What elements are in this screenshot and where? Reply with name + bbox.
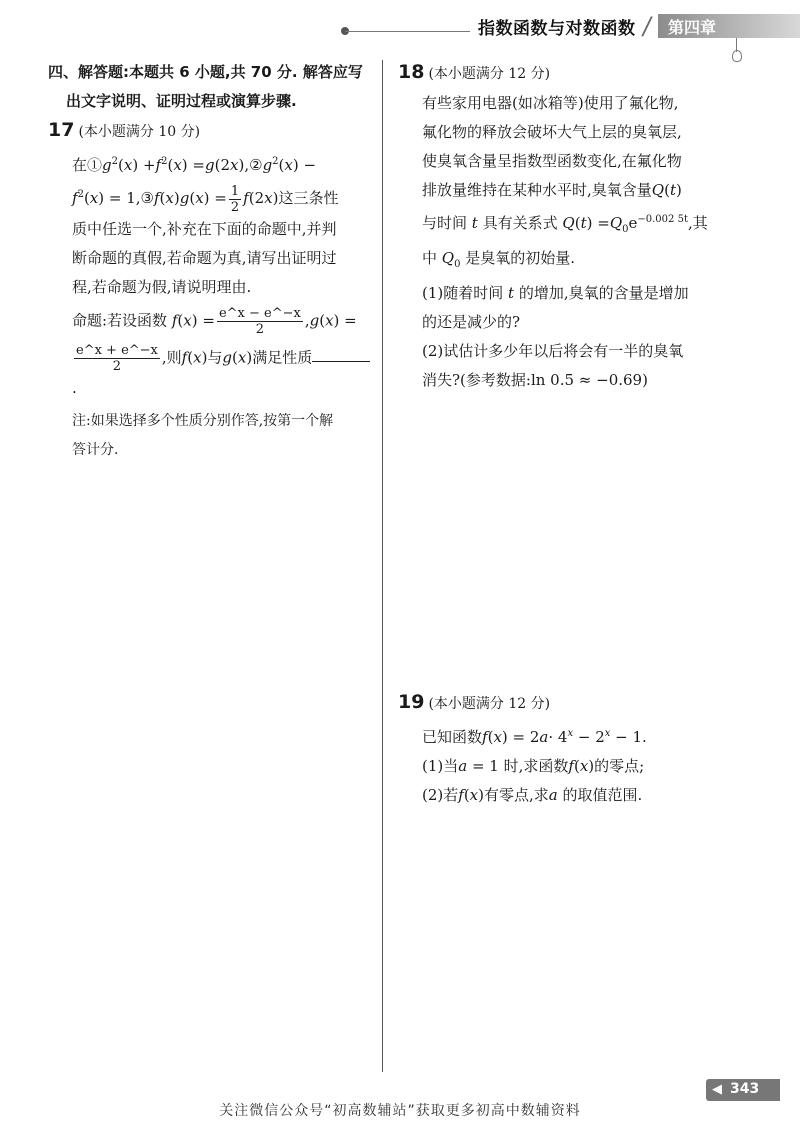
q17-line1: 在$①g^2(x) +f^2(x)$ $=g(2x),②g^2(x)$ − (72, 156, 317, 174)
question-score: (本小题满分 12 分) (428, 696, 551, 712)
question-17 (48, 116, 373, 465)
q18-line5: 与时间 t 具有关系式 $Q(t) =Q_0e^{-0.002 5t}$,其 (422, 214, 708, 235)
question-number: 18 (398, 61, 425, 83)
section-title-line1: 四、解答题:本题共 6 小题,共 70 分. 解答应写 (48, 63, 363, 81)
section-title (48, 58, 373, 116)
question-18 (398, 58, 743, 395)
question-number: 17 (48, 119, 75, 141)
column-divider (382, 60, 383, 1072)
page-number-tab (706, 1079, 780, 1101)
q19-part1: (1)当a = 1 时,求函数f(x)的零点; (422, 757, 645, 775)
page-header (0, 12, 800, 44)
q18-part1-cont: 的还是减少的? (422, 313, 521, 331)
q18-line1: 有些家用电器(如冰箱等)使用了氟化物, (422, 94, 679, 112)
question-19 (398, 688, 743, 810)
q18-line4: 排放量维持在某种水平时,臭氧含量Q(t) (422, 181, 682, 199)
q18-line2: 氟化物的释放会破坏大气上层的臭氧层, (422, 123, 682, 141)
q18-part1: (1)随着时间 t 的增加,臭氧的含量是增加 (422, 284, 689, 302)
footer-text: 关注微信公众号“初高数辅站”获取更多初高中数辅资料 (219, 1103, 581, 1119)
left-column (48, 58, 373, 465)
header-title: 指数函数与对数函数 (478, 19, 636, 39)
q17-line2: $f^2(x)$ = 1,③f(x)g(x) = $\frac{1}{2}$ f(2x)这三条性 (72, 183, 339, 215)
fraction-half: $\frac{1}{2}$ (230, 183, 240, 215)
chapter-tab (658, 14, 800, 38)
right-column (398, 58, 743, 804)
question-number: 19 (398, 691, 425, 713)
q18-part2-cont: 消失?(参考数据:ln 0.5 ≈ −0.69) (422, 371, 648, 389)
header-rule (345, 31, 470, 32)
q17-note-line2: 答计分. (72, 441, 119, 458)
q17-proposition-line1: 命题:若设函数 f(x) = $\frac{e\^{}x - e\^{}-x}{2}$ ,g(x) = (72, 305, 357, 337)
fraction-cosh: $\frac{e\^{}x + e\^{}-x}{2}$ (76, 342, 158, 374)
question-score: (本小题满分 12 分) (428, 66, 551, 82)
q19-part2: (2)若f(x)有零点,求a 的取值范围. (422, 786, 643, 804)
chapter-label: 第四章 (668, 18, 717, 37)
question-score: (本小题满分 10 分) (78, 124, 201, 140)
arrow-icon: ◀ (712, 1082, 722, 1097)
fraction-sinh: $\frac{e\^{}x - e\^{}-x}{2}$ (218, 305, 301, 337)
q18-line6: 中 $Q_0$ 是臭氧的初始量. (422, 249, 576, 270)
page-number: 343 (730, 1081, 760, 1097)
section-title-line2: 出文字说明、证明过程或演算步骤. (66, 92, 297, 110)
q17-line3: 质中任选一个,补充在下面的命题中,并判 (72, 219, 337, 238)
header-slash: / (640, 12, 654, 40)
q18-line3: 使臭氧含量呈指数型函数变化,在氟化物 (422, 152, 682, 170)
q17-proposition-line2: $\frac{e\^{}x + e\^{}-x}{2}$ ,则f(x)与g(x)满足性质. (48, 343, 373, 403)
q17-note-line1: 注:如果选择多个性质分别作答,按第一个解 (72, 412, 334, 429)
q18-part2: (2)试估计多少年以后将会有一半的臭氧 (422, 342, 684, 360)
q17-line4: 断命题的真假,若命题为真,请写出证明过 (72, 248, 337, 267)
q19-line1: 已知函数$f(x) = 2a\cdot 4^x - 2^x - 1$. (422, 728, 647, 746)
q17-line5: 程,若命题为假,请说明理由. (72, 277, 252, 296)
answer-blank[interactable] (312, 347, 370, 362)
